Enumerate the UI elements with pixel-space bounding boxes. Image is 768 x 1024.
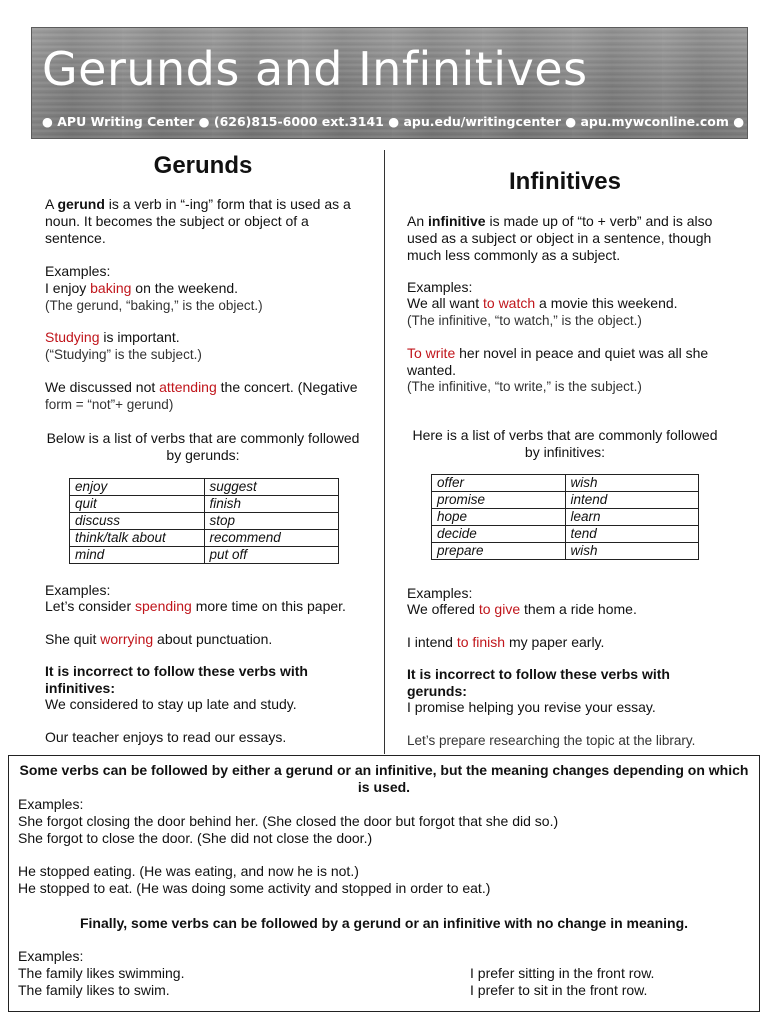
example-sentence	[45, 379, 358, 396]
example-sentence: The family likes swimming.	[18, 965, 185, 981]
examples-label: Examples:	[407, 585, 473, 601]
verb-cell: tend	[565, 526, 699, 543]
highlight: baking	[90, 280, 132, 296]
example-sentence	[407, 634, 604, 651]
highlight: Studying	[45, 329, 100, 345]
table-row	[70, 530, 339, 547]
gerunds-heading: Gerunds	[153, 152, 253, 179]
example-sentence: I prefer to sit in the front row.	[470, 982, 648, 998]
text: is made up of “to + verb” and is also used as a subject or object in a sentence, though much less commonly as a subject.	[407, 213, 713, 263]
text: more time on this paper.	[191, 598, 346, 614]
column-divider	[384, 150, 385, 754]
gerund-verbs-table	[69, 478, 339, 564]
infinitives-heading: Infinitives	[508, 168, 622, 195]
table-row	[70, 496, 339, 513]
verb-cell: enjoy	[70, 479, 205, 496]
verb-cell: recommend	[204, 530, 339, 547]
table-row	[70, 479, 339, 496]
example-note: (The infinitive, “to watch,” is the object.)	[407, 313, 642, 328]
text: I intend	[407, 634, 457, 650]
list-intro: Below is a list of verbs that are commonly followed by gerunds:	[46, 430, 360, 463]
example-sentence	[45, 598, 346, 615]
incorrect-example: Let’s prepare researching the topic at the library.	[407, 733, 696, 748]
page-title: Gerunds and Infinitives	[42, 42, 588, 96]
text: Let’s consider	[45, 598, 136, 614]
example-sentence: She forgot closing the door behind her. (She closed the door but forgot that she did so.)	[18, 813, 559, 829]
text: We all want	[407, 295, 483, 311]
incorrect-example: I promise helping you revise your essay.	[407, 699, 656, 715]
box-heading: Some verbs can be followed by either a gerund or an infinitive, but the meaning changes depending on which is used.	[19, 762, 749, 795]
incorrect-heading: It is incorrect to follow these verbs with gerunds:	[407, 666, 670, 699]
example-note: (The gerund, “baking,” is the object.)	[45, 298, 263, 313]
verb-cell: think/talk about	[70, 530, 205, 547]
meaning-change-box	[8, 755, 760, 1012]
highlight: to watch	[483, 295, 536, 311]
highlight: worrying	[100, 631, 154, 647]
text: She quit	[45, 631, 101, 647]
box-heading: Finally, some verbs can be followed by a gerund or an infinitive with no change in meaning.	[79, 915, 689, 931]
incorrect-example: We considered to stay up late and study.	[45, 696, 297, 712]
table-row	[70, 513, 339, 530]
examples-label: Examples:	[18, 796, 84, 812]
verb-cell: intend	[565, 492, 699, 509]
example-note: (“Studying” is the subject.)	[45, 347, 202, 362]
verb-cell: wish	[565, 475, 699, 492]
verb-cell: hope	[432, 509, 566, 526]
example-sentence: She forgot to close the door. (She did not close the door.)	[18, 830, 373, 846]
term: gerund	[57, 196, 105, 212]
list-intro: Here is a list of verbs that are commonly followed by infinitives:	[412, 427, 718, 460]
example-sentence	[45, 631, 272, 648]
verb-cell: suggest	[204, 479, 339, 496]
examples-label: Examples:	[407, 279, 473, 295]
verb-cell: quit	[70, 496, 205, 513]
example-sentence: He stopped eating. (He was eating, and now he is not.)	[18, 863, 359, 879]
highlight: spending	[135, 598, 192, 614]
table-row	[432, 526, 699, 543]
header-banner	[31, 27, 748, 139]
text: them a ride home.	[520, 601, 637, 617]
verb-cell: wish	[565, 543, 699, 560]
verb-cell: finish	[204, 496, 339, 513]
text: An	[407, 213, 429, 229]
text: about punctuation.	[153, 631, 273, 647]
example-sentence	[407, 601, 637, 618]
highlight: to give	[478, 601, 521, 617]
examples-label: Examples:	[45, 582, 111, 598]
text: her novel in peace and quiet was all she wanted.	[407, 345, 709, 378]
example-note: (The infinitive, “to write,” is the subject.)	[407, 379, 642, 394]
table-row	[432, 492, 699, 509]
table-row	[432, 543, 699, 560]
text: is important.	[99, 329, 180, 345]
text: is a verb in “-ing” form that is used as a noun. It becomes the subject or object of a sentence.	[45, 196, 351, 246]
example-sentence	[45, 329, 180, 346]
example-sentence: The family likes to swim.	[18, 982, 170, 998]
table-row	[70, 547, 339, 564]
verb-cell: offer	[432, 475, 566, 492]
example-sentence: He stopped to eat. (He was doing some activity and stopped in order to eat.)	[18, 880, 491, 896]
highlight: attending	[159, 379, 217, 395]
example-sentence: I prefer sitting in the front row.	[470, 965, 655, 981]
verb-cell: mind	[70, 547, 205, 564]
examples-label: Examples:	[45, 263, 111, 279]
table-row	[432, 475, 699, 492]
highlight: to finish	[456, 634, 506, 650]
text: a movie this weekend.	[535, 295, 678, 311]
text: the concert. (Negative	[216, 379, 358, 395]
verb-cell: put off	[204, 547, 339, 564]
example-sentence	[45, 280, 238, 297]
text: We offered	[407, 601, 479, 617]
gerund-definition	[45, 196, 365, 247]
verb-cell: promise	[432, 492, 566, 509]
text: I enjoy	[45, 280, 91, 296]
verb-cell: prepare	[432, 543, 566, 560]
incorrect-example: Our teacher enjoys to read our essays.	[45, 729, 287, 745]
examples-label: Examples:	[18, 948, 84, 964]
text: on the weekend.	[131, 280, 239, 296]
example-sentence	[407, 295, 678, 312]
infinitive-verbs-table	[431, 474, 699, 560]
example-note: form = “not”+ gerund)	[45, 397, 174, 412]
example-sentence	[407, 345, 717, 379]
verb-cell: decide	[432, 526, 566, 543]
verb-cell: learn	[565, 509, 699, 526]
incorrect-heading: It is incorrect to follow these verbs with infinitives:	[45, 663, 308, 696]
verb-cell: stop	[204, 513, 339, 530]
text: A	[45, 196, 58, 212]
table-row	[432, 509, 699, 526]
contact-info: ● APU Writing Center ● (626)815-6000 ext.3141 ● apu.edu/writingcenter ● apu.mywconline.com ●	[42, 114, 745, 129]
verb-cell: discuss	[70, 513, 205, 530]
term: infinitive	[428, 213, 486, 229]
text: We discussed not	[45, 379, 160, 395]
infinitive-definition	[407, 213, 723, 264]
text: my paper early.	[505, 634, 605, 650]
highlight: To write	[407, 345, 456, 361]
